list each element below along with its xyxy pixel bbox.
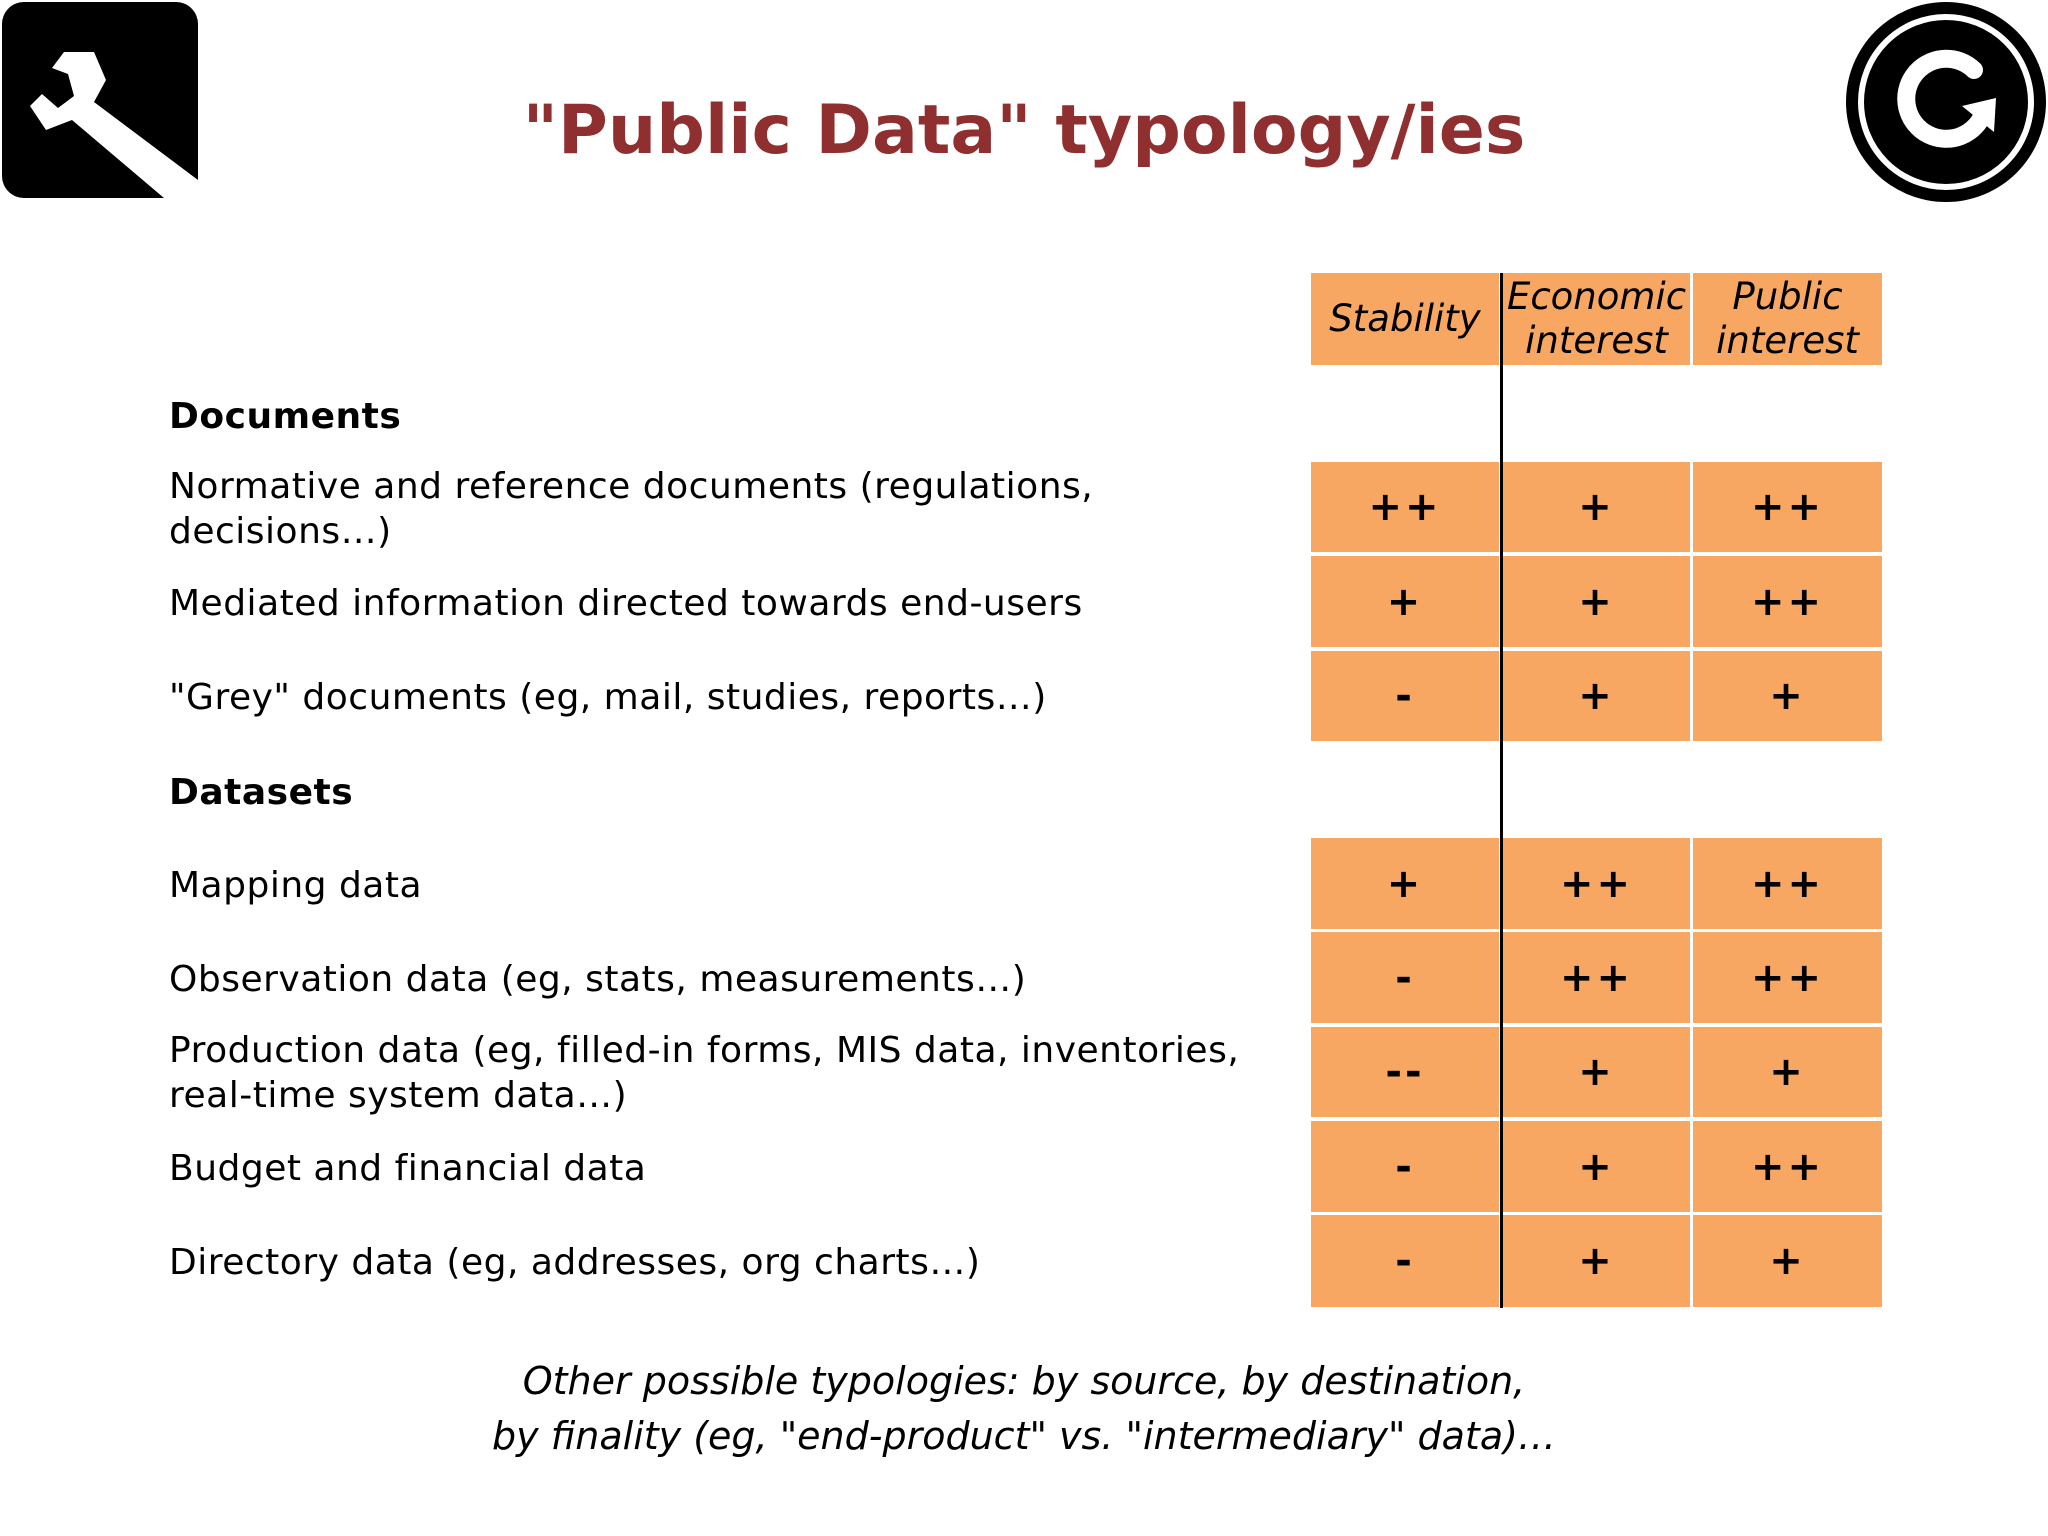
table-cell: + — [1503, 1215, 1690, 1307]
section-documents: Documents — [169, 396, 402, 437]
table-cell: - — [1311, 1121, 1499, 1212]
column-header-stability: Stability — [1311, 273, 1499, 365]
table-cell: ++ — [1693, 932, 1882, 1023]
table-cell: - — [1311, 651, 1499, 741]
row-label: Mapping data — [169, 864, 423, 906]
column-header-public-interest: Public interest — [1693, 273, 1882, 365]
row-label: Observation data (eg, stats, measurements…) — [169, 958, 1027, 1000]
table-cell: ++ — [1693, 1121, 1882, 1212]
table-cell: + — [1311, 556, 1499, 647]
table-cell: ++ — [1693, 462, 1882, 552]
table-cell: ++ — [1693, 556, 1882, 647]
table-cell: + — [1503, 556, 1690, 647]
table-cell: ++ — [1693, 838, 1882, 929]
table-cell: + — [1503, 462, 1690, 552]
table-cell: + — [1503, 1027, 1690, 1117]
row-label: Directory data (eg, addresses, org charts…) — [169, 1241, 981, 1283]
table-cell: + — [1503, 651, 1690, 741]
table-cell: ++ — [1503, 838, 1690, 929]
table-cell: + — [1311, 838, 1499, 929]
row-label: Production data (eg, filled-in forms, MIS data, inventories, real-time system data…) — [169, 1030, 1240, 1116]
table-cell: ++ — [1503, 932, 1690, 1023]
column-header-economic-interest: Economic interest — [1503, 273, 1690, 365]
footer-line-1: Other possible typologies: by source, by destination, — [522, 1359, 1526, 1403]
row-label: Normative and reference documents (regulations, decisions…) — [169, 466, 1094, 552]
table-cell: + — [1693, 651, 1882, 741]
section-datasets: Datasets — [169, 772, 354, 813]
page-title: "Public Data" typology/ies — [522, 91, 1526, 170]
row-label: "Grey" documents (eg, mail, studies, reports…) — [169, 676, 1047, 718]
row-label: Budget and financial data — [169, 1147, 647, 1189]
footer-line-2: by finality (eg, "end-product" vs. "intermediary" data)… — [492, 1414, 1556, 1458]
table-cell: - — [1311, 932, 1499, 1023]
row-label: Mediated information directed towards end-users — [169, 582, 1083, 624]
table-cell: ++ — [1311, 462, 1499, 552]
table-cell: + — [1693, 1027, 1882, 1117]
table-cell: - — [1311, 1215, 1499, 1307]
table-cell: + — [1503, 1121, 1690, 1212]
table-cell: -- — [1311, 1027, 1499, 1117]
footer-note — [0, 1354, 2048, 1464]
table-cell: + — [1693, 1215, 1882, 1307]
